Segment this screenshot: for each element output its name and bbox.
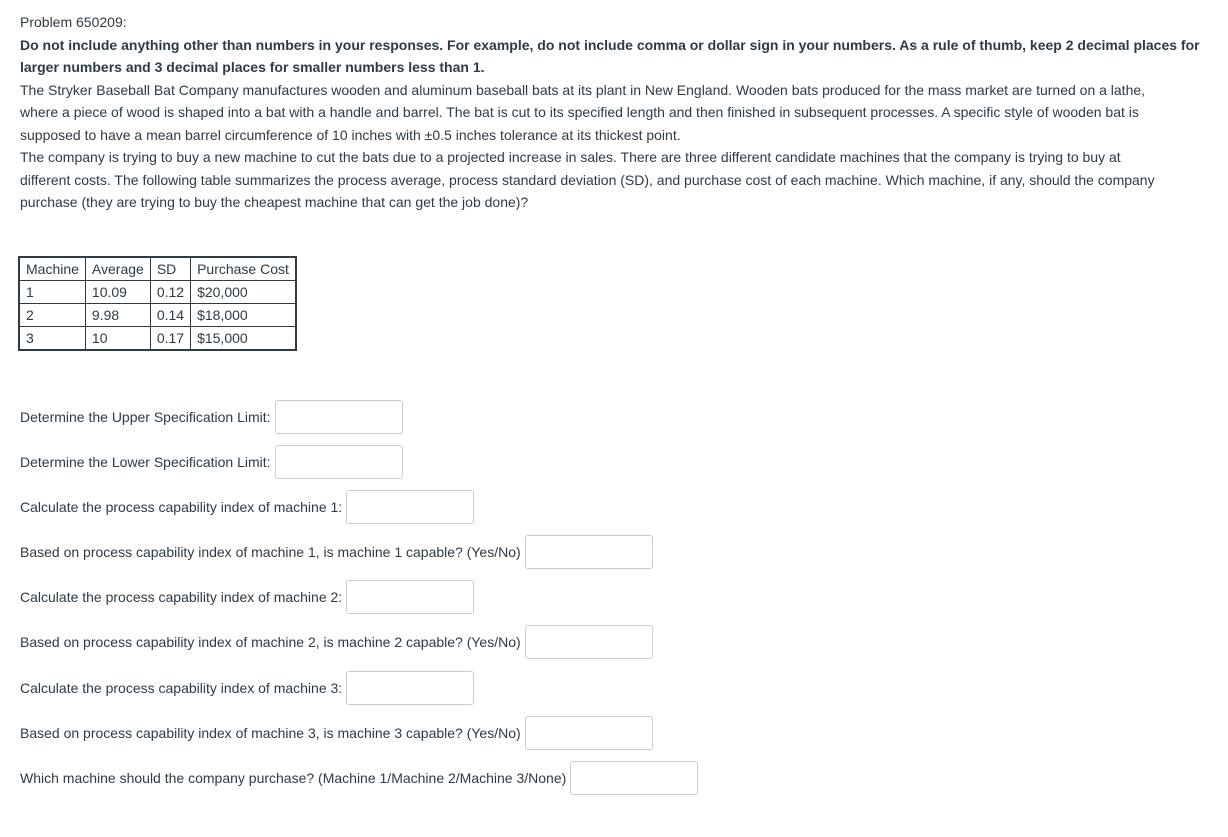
question-label: Calculate the process capability index of machine 2: <box>20 589 343 605</box>
question-usl <box>20 399 403 435</box>
table-cell: 0.14 <box>150 304 190 327</box>
table-cell: 1 <box>19 281 85 304</box>
table-row <box>19 304 296 327</box>
table-header-cell: Average <box>85 257 150 281</box>
table-row <box>19 281 296 304</box>
question-label: Calculate the process capability index of machine 1: <box>20 499 343 515</box>
problem-content <box>20 11 1210 214</box>
scenario-line-3: supposed to have a mean barrel circumference of 10 inches with ±0.5 inches tolerance at its thickest point. <box>20 126 681 143</box>
table-cell: $20,000 <box>191 281 296 304</box>
table-cell: 9.98 <box>85 304 150 327</box>
question-context-line-2: different costs. The following table summarizes the process average, process standard deviation (SD), and purchase cost of each machine. Which machine, if any, should the company <box>20 171 1155 188</box>
cpk-machine-3-input[interactable] <box>346 671 474 705</box>
question-label: Based on process capability index of machine 1, is machine 1 capable? (Yes/No) <box>20 544 521 560</box>
question-label: Based on process capability index of machine 3, is machine 3 capable? (Yes/No) <box>20 725 521 741</box>
scenario-line-1: The Stryker Baseball Bat Company manufactures wooden and aluminum baseball bats at its plant in New England. Wooden bats produced for the mass market are turned on a lathe, <box>20 81 1146 98</box>
question-label: Calculate the process capability index of machine 3: <box>20 680 343 696</box>
capable-machine-1-input[interactable] <box>525 535 653 569</box>
table-cell: $18,000 <box>191 304 296 327</box>
instructions-line-1: Do not include anything other than numbers in your responses. For example, do not include comma or dollar sign in your numbers. As a rule of thumb, keep 2 decimal places for <box>20 36 1200 53</box>
table-cell: 2 <box>19 304 85 327</box>
question-context-line-3: purchase (they are trying to buy the cheapest machine that can get the job done)? <box>20 194 529 210</box>
question-purchase-decision <box>20 760 698 796</box>
question-capable-machine-2 <box>20 624 653 660</box>
lsl-answer-input[interactable] <box>275 445 403 479</box>
table-cell: $15,000 <box>191 327 296 351</box>
question-label: Which machine should the company purchase? (Machine 1/Machine 2/Machine 3/None) <box>20 770 567 786</box>
question-cpk-machine-2 <box>20 579 474 615</box>
question-label: Determine the Lower Specification Limit: <box>20 454 271 470</box>
question-cpk-machine-1 <box>20 489 474 525</box>
cpk-machine-1-input[interactable] <box>346 490 474 524</box>
scenario-line-2: where a piece of wood is shaped into a bat with a handle and barrel. The bat is cut to its specified length and then finished in subsequent processes. A specific style of wooden bat is <box>20 104 1139 120</box>
purchase-decision-input[interactable] <box>570 761 698 795</box>
table-cell: 0.17 <box>150 327 190 351</box>
table-header-cell: SD <box>150 257 190 281</box>
table-row <box>19 327 296 351</box>
table-header-cell: Purchase Cost <box>191 257 296 281</box>
machine-table <box>18 256 297 351</box>
question-label: Based on process capability index of machine 2, is machine 2 capable? (Yes/No) <box>20 634 521 650</box>
table-cell: 3 <box>19 327 85 351</box>
capable-machine-3-input[interactable] <box>525 716 653 750</box>
table-cell: 0.12 <box>150 281 190 304</box>
usl-answer-input[interactable] <box>275 400 403 434</box>
table-cell: 10 <box>85 327 150 351</box>
question-context-line-1: The company is trying to buy a new machine to cut the bats due to a projected increase in sales. There are three different candidate machines that the company is trying to buy at <box>20 149 1121 165</box>
question-capable-machine-3 <box>20 715 653 751</box>
question-cpk-machine-3 <box>20 670 474 706</box>
question-label: Determine the Upper Specification Limit: <box>20 409 271 425</box>
instructions-line-2: larger numbers and 3 decimal places for smaller numbers less than 1. <box>20 59 485 75</box>
table-header-cell: Machine <box>19 257 85 281</box>
question-lsl <box>20 444 403 480</box>
question-capable-machine-1 <box>20 534 653 570</box>
cpk-machine-2-input[interactable] <box>346 580 474 614</box>
table-header-row <box>19 257 296 281</box>
problem-title: Problem 650209: <box>20 14 127 30</box>
capable-machine-2-input[interactable] <box>525 625 653 659</box>
table-cell: 10.09 <box>85 281 150 304</box>
